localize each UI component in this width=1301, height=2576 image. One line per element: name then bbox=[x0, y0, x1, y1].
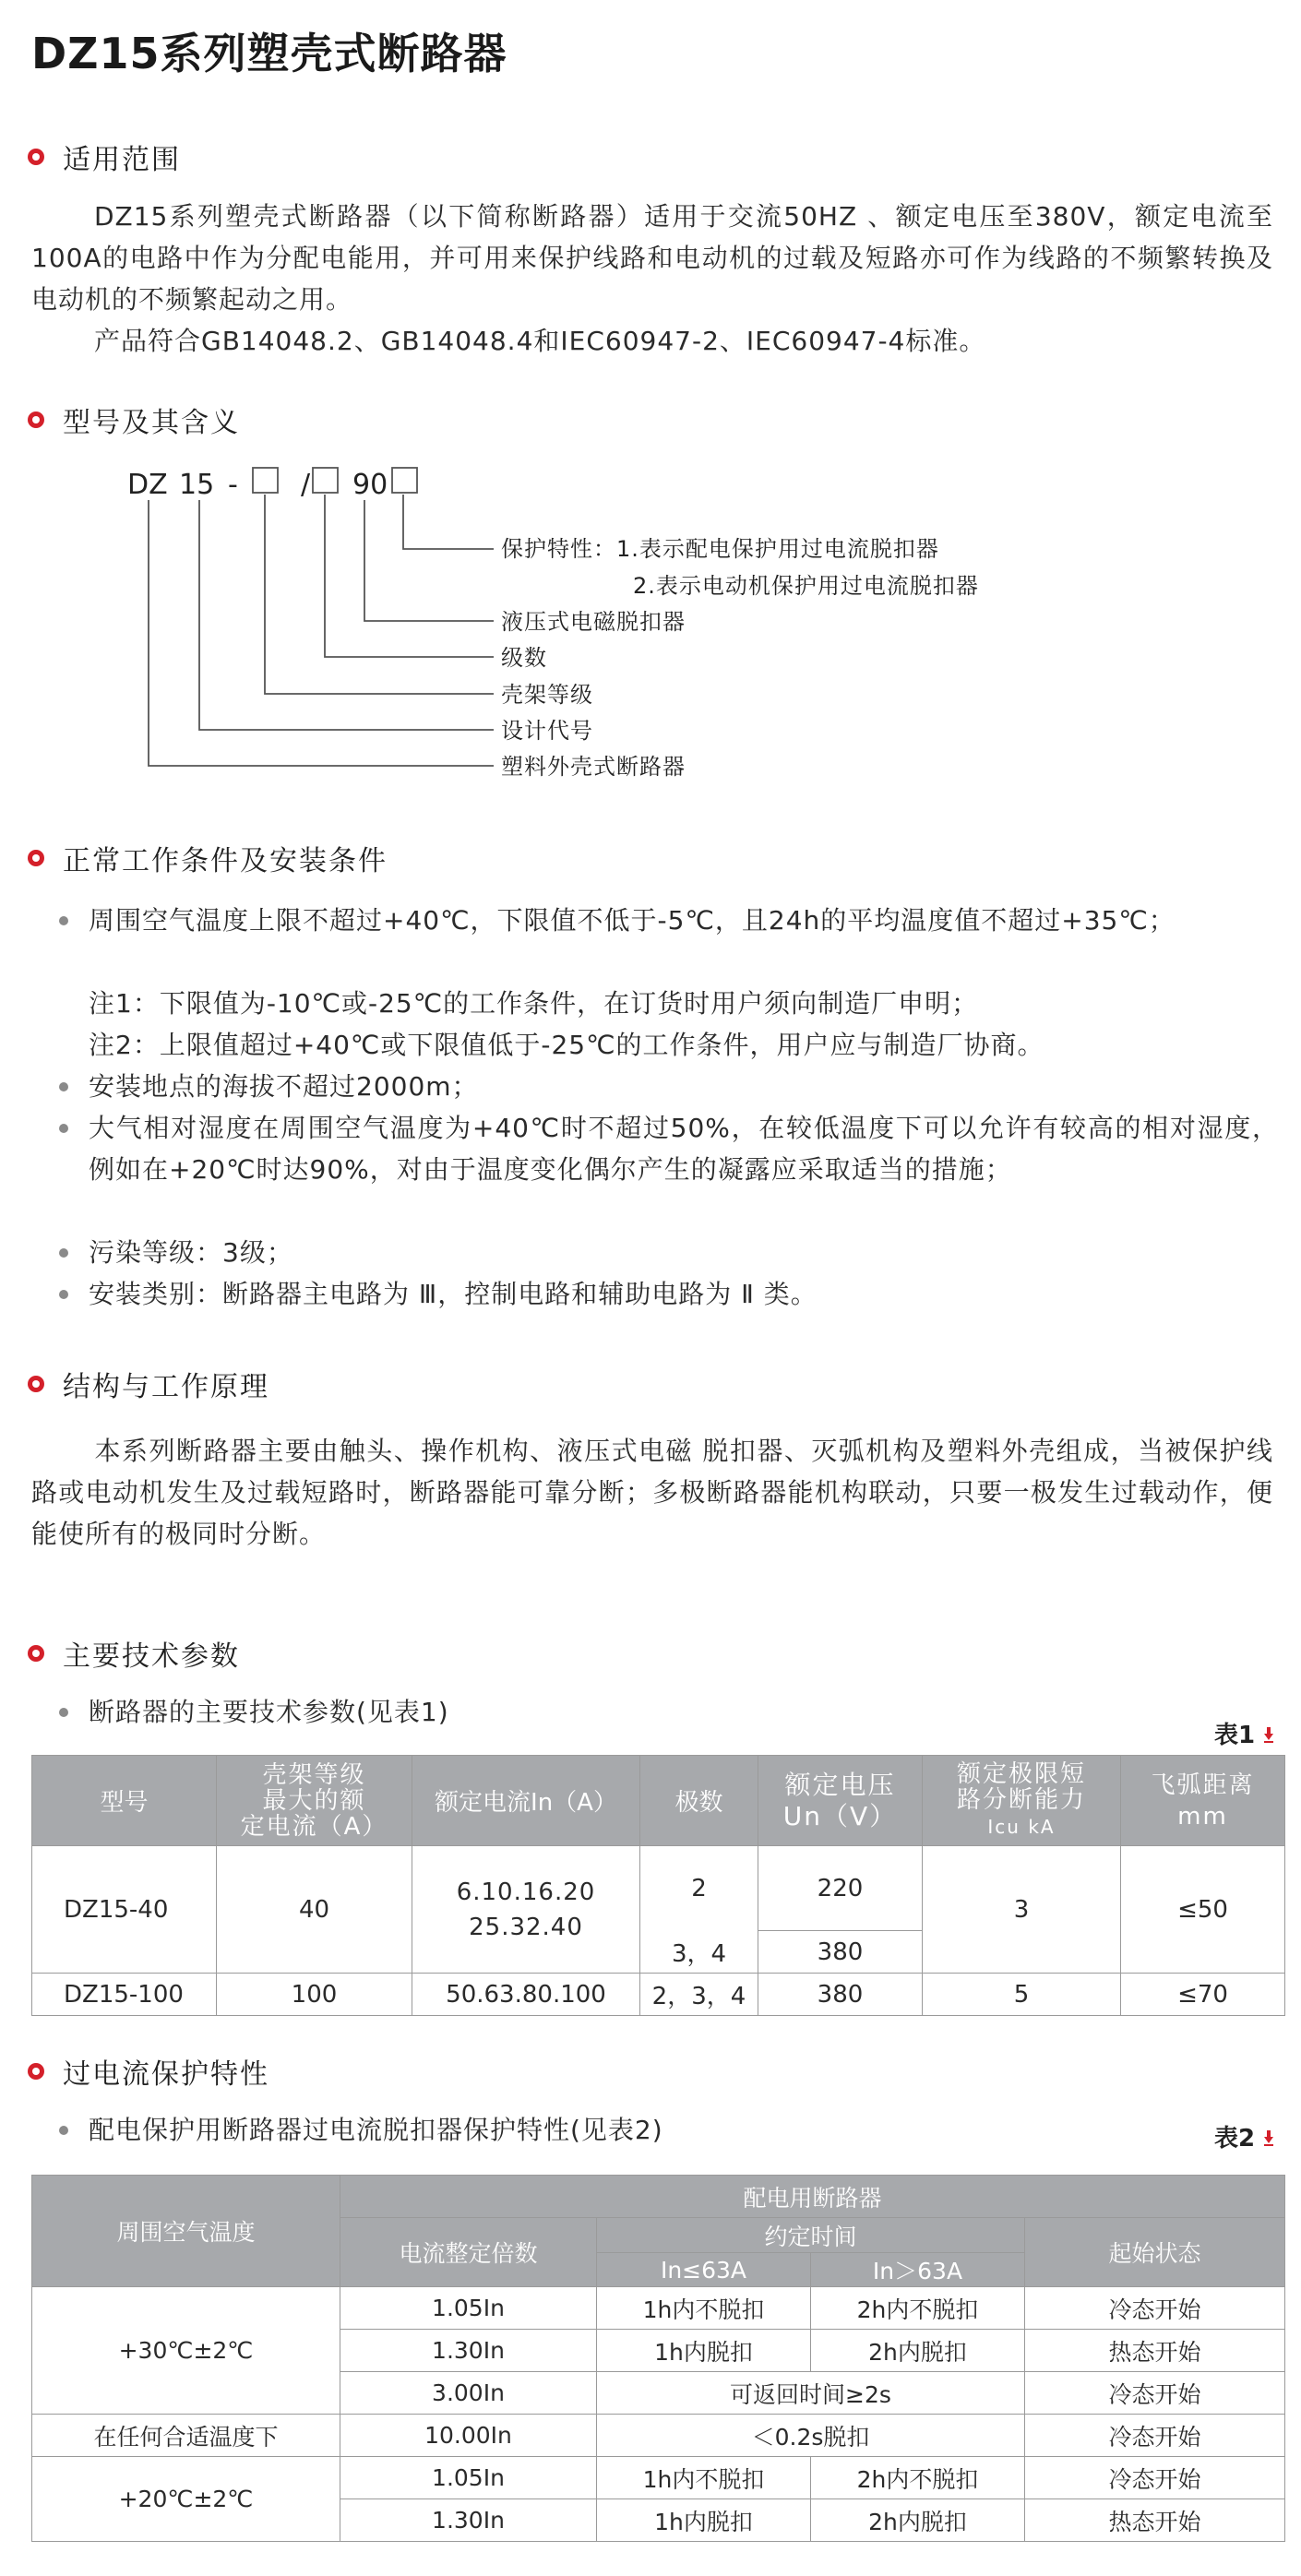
th-multiple: 电流整定倍数 bbox=[340, 2218, 597, 2287]
section-bullet-icon bbox=[28, 411, 44, 428]
scope-paragraph bbox=[31, 196, 1273, 320]
leader-protection bbox=[403, 495, 494, 549]
th-model: 型号 bbox=[32, 1756, 217, 1846]
arrow-down-icon bbox=[1264, 1727, 1273, 1740]
params-intro bbox=[61, 1691, 1279, 1733]
code-box-protection bbox=[392, 468, 417, 493]
leader-design bbox=[199, 500, 494, 730]
structure-text: 本系列断路器主要由触头、操作机构、液压式电磁 脱扣器、灭弧机构及塑料外壳组成，当被保护线路或电动机发生及过载短路时，断路器能可靠分断；多极断路器能机构联动，只要一极发生过载动作，便能使所有的极同时分断。 bbox=[31, 1436, 1273, 1549]
label-protection-2: 2.表示电动机保护用过电流脱扣器 bbox=[633, 573, 979, 599]
table-cell: 1.30In bbox=[340, 2499, 597, 2542]
table-cell: ≤70 bbox=[1121, 1974, 1285, 2016]
label-protection-1: 保护特性：1.表示配电保护用过电流脱扣器 bbox=[501, 536, 939, 562]
table-cell: 5 bbox=[923, 1974, 1121, 2016]
list-bullet-icon bbox=[59, 2126, 68, 2135]
table-cell: 2，3，4 bbox=[640, 1974, 758, 2016]
label-design: 设计代号 bbox=[501, 718, 593, 744]
table-cell: 2h内脱扣 bbox=[811, 2499, 1025, 2542]
arrow-down-icon bbox=[1264, 2130, 1273, 2143]
section-heading-overcurrent bbox=[28, 2053, 269, 2090]
code-box-frame bbox=[253, 468, 278, 493]
list-bullet-icon bbox=[59, 1708, 68, 1717]
table1-label-text: 表1 bbox=[1214, 1722, 1256, 1749]
th-frame: 壳架等级 最大的额 定电流（A） bbox=[217, 1756, 412, 1846]
th-poles: 极数 bbox=[640, 1756, 758, 1846]
section-title: 主要技术参数 bbox=[63, 1640, 240, 1673]
structure-paragraph bbox=[31, 1430, 1273, 1555]
table-cell: +20℃±2℃ bbox=[32, 2457, 340, 2542]
th-ambient: 周围空气温度 bbox=[32, 2176, 340, 2287]
section-heading-model bbox=[28, 401, 240, 438]
condition-text: 安装类别：断路器主电路为 Ⅲ，控制电路和辅助电路为 Ⅱ 类。 bbox=[89, 1279, 818, 1309]
table-cell: 2 bbox=[640, 1846, 758, 1931]
table-cell: 可返回时间≥2s bbox=[597, 2372, 1025, 2415]
th-voltage: 额定电压 Un（V） bbox=[758, 1756, 923, 1846]
table-cell: ≤50 bbox=[1121, 1846, 1285, 1974]
table2-label bbox=[1214, 2119, 1273, 2153]
table-cell: 2h内脱扣 bbox=[811, 2330, 1025, 2372]
th-conventional-time: 约定时间 bbox=[597, 2218, 1025, 2253]
table2-label-text: 表2 bbox=[1214, 2125, 1256, 2153]
table-cell: 50.63.80.100 bbox=[412, 1974, 640, 2016]
section-title: 适用范围 bbox=[63, 144, 181, 176]
table-cell: 380 bbox=[758, 1931, 923, 1974]
table-cell: 热态开始 bbox=[1025, 2330, 1285, 2372]
table-cell: 热态开始 bbox=[1025, 2499, 1285, 2542]
overcurrent-intro-text: 配电保护用断路器过电流脱扣器保护特性(见表2) bbox=[89, 2115, 663, 2145]
table-cell: 1h内脱扣 bbox=[597, 2499, 811, 2542]
label-poles: 级数 bbox=[501, 645, 547, 671]
table-cell: 冷态开始 bbox=[1025, 2287, 1285, 2330]
table-cell: 2h内不脱扣 bbox=[811, 2287, 1025, 2330]
condition-text: 污染等级：3级； bbox=[89, 1237, 293, 1268]
condition-text: 周围空气温度上限不超过+40℃，下限值不低于-5℃，且24h的平均温度值不超过+35℃； bbox=[89, 905, 1176, 936]
code-90: 90 bbox=[352, 469, 388, 501]
section-bullet-icon bbox=[28, 850, 44, 866]
condition-humidity bbox=[61, 1107, 1279, 1190]
th-breaking: 额定极限短 路分断能力 Icu kA bbox=[923, 1756, 1121, 1846]
section-title: 正常工作条件及安装条件 bbox=[63, 845, 388, 877]
table-cell: DZ15-100 bbox=[32, 1974, 217, 2016]
table-cell: 100 bbox=[217, 1974, 412, 2016]
label-hydraulic: 液压式电磁脱扣器 bbox=[501, 609, 686, 635]
section-bullet-icon bbox=[28, 2063, 44, 2080]
table1-label bbox=[1214, 1716, 1273, 1750]
table-cell: 3，4 bbox=[640, 1931, 758, 1974]
table-cell: 冷态开始 bbox=[1025, 2457, 1285, 2499]
table-cell: 2h内不脱扣 bbox=[811, 2457, 1025, 2499]
table-cell: 1.05In bbox=[340, 2287, 597, 2330]
list-bullet-icon bbox=[59, 916, 68, 925]
list-bullet-icon bbox=[59, 1082, 68, 1091]
table-cell: 3 bbox=[923, 1846, 1121, 1974]
table-cell: 冷态开始 bbox=[1025, 2415, 1285, 2457]
leader-frame bbox=[265, 495, 494, 694]
label-frame: 壳架等级 bbox=[501, 682, 593, 708]
note-1: 注1：下限值为-10℃或-25℃的工作条件，在订货时用户须向制造厂申明； bbox=[89, 988, 979, 1019]
table-cell: 380 bbox=[758, 1974, 923, 2016]
params-table bbox=[31, 1755, 1285, 2016]
table-cell: 40 bbox=[217, 1846, 412, 1974]
condition-text: 安装地点的海拔不超过2000m； bbox=[89, 1071, 479, 1102]
leader-poles bbox=[325, 495, 494, 657]
list-bullet-icon bbox=[59, 1124, 68, 1133]
table-cell: 220 bbox=[758, 1846, 923, 1931]
leader-case bbox=[149, 500, 494, 766]
standards-text: 产品符合GB14048.2、GB14048.4和IEC60947-2、IEC60947-4标准。 bbox=[94, 326, 986, 356]
table-cell: 1.05In bbox=[340, 2457, 597, 2499]
th-initial: 起始状态 bbox=[1025, 2218, 1285, 2287]
section-title: 过电流保护特性 bbox=[63, 2058, 269, 2091]
page-title: DZ15系列塑壳式断路器 bbox=[31, 29, 507, 78]
table-cell: 1h内不脱扣 bbox=[597, 2457, 811, 2499]
code-box-poles bbox=[313, 468, 338, 493]
table-cell: 1h内脱扣 bbox=[597, 2330, 811, 2372]
condition-installation bbox=[61, 1273, 1279, 1315]
list-bullet-icon bbox=[59, 1290, 68, 1299]
list-bullet-icon bbox=[59, 1248, 68, 1258]
params-intro-text: 断路器的主要技术参数(见表1) bbox=[89, 1697, 449, 1727]
condition-pollution bbox=[61, 1232, 1279, 1273]
th-group: 配电用断路器 bbox=[340, 2176, 1285, 2218]
section-heading-conditions bbox=[28, 840, 388, 877]
condition-text: 大气相对湿度在周围空气温度为+40℃时不超过50%，在较低温度下可以允许有较高的相对湿度，例如在+20℃时达90%，对由于温度变化偶尔产生的凝露应采取适当的措施； bbox=[89, 1113, 1279, 1185]
condition-temperature bbox=[61, 900, 1279, 941]
table-cell: 1h内不脱扣 bbox=[597, 2287, 811, 2330]
condition-altitude bbox=[61, 1066, 1279, 1107]
overcurrent-table bbox=[31, 2175, 1285, 2542]
table-cell: 冷态开始 bbox=[1025, 2372, 1285, 2415]
section-bullet-icon bbox=[28, 1645, 44, 1662]
table-cell: +30℃±2℃ bbox=[32, 2287, 340, 2415]
th-arc: 飞弧距离 mm bbox=[1121, 1756, 1285, 1846]
table-cell: 在任何合适温度下 bbox=[32, 2415, 340, 2457]
section-heading-params bbox=[28, 1635, 240, 1672]
th-le63: In≤63A bbox=[597, 2253, 811, 2287]
section-heading-scope bbox=[28, 138, 181, 175]
table-cell: 3.00In bbox=[340, 2372, 597, 2415]
code-15: 15 bbox=[179, 469, 215, 501]
table-cell: DZ15-40 bbox=[32, 1846, 217, 1974]
code-dz: DZ bbox=[127, 469, 168, 501]
section-bullet-icon bbox=[28, 1376, 44, 1392]
table-cell: ＜0.2s脱扣 bbox=[597, 2415, 1025, 2457]
code-dash: - bbox=[228, 469, 238, 501]
table-cell: 10.00In bbox=[340, 2415, 597, 2457]
scope-text: DZ15系列塑壳式断路器（以下简称断路器）适用于交流50HZ 、额定电压至380V，额定电流至100A的电路中作为分配电能用，并可用来保护线路和电动机的过载及短路亦可作为线路的不频繁转换及电动机的不频繁起动之用。 bbox=[31, 201, 1273, 315]
th-gt63: In＞63A bbox=[811, 2253, 1025, 2287]
note-2: 注2：上限值超过+40℃或下限值低于-25℃的工作条件，用户应与制造厂协商。 bbox=[89, 1030, 1044, 1060]
table-cell: 6.10.16.20 25.32.40 bbox=[412, 1846, 640, 1974]
section-bullet-icon bbox=[28, 149, 44, 165]
overcurrent-intro bbox=[61, 2109, 1279, 2151]
section-title: 型号及其含义 bbox=[63, 407, 240, 439]
leader-hydraulic bbox=[364, 500, 494, 621]
table-cell: 1.30In bbox=[340, 2330, 597, 2372]
section-title: 结构与工作原理 bbox=[63, 1371, 269, 1403]
label-case: 塑料外壳式断路器 bbox=[501, 754, 686, 780]
scope-standards bbox=[31, 320, 1273, 362]
section-heading-structure bbox=[28, 1366, 269, 1402]
code-slash: / bbox=[301, 469, 311, 501]
th-rated-current: 额定电流In（A） bbox=[412, 1756, 640, 1846]
